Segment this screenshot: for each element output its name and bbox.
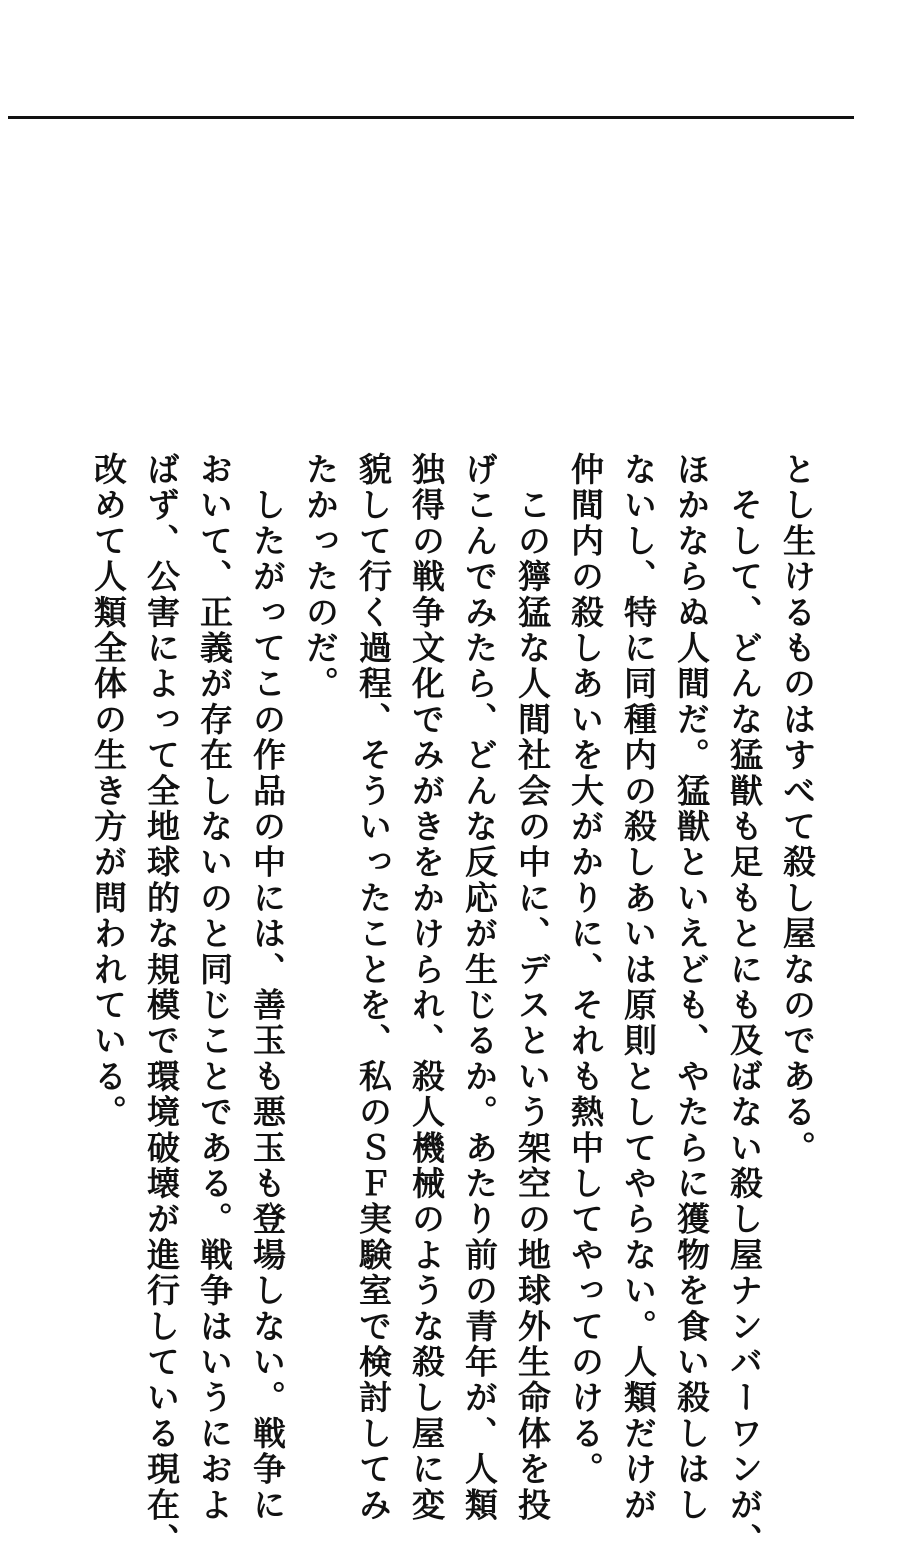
text-line: たかったのだ。: [301, 452, 340, 702]
text-line: したがってこの作品の中には、善玉も悪玉も登場しない。戦争に: [248, 452, 287, 1523]
text-line: ばず、公害によって全地球的な規模で環境破壊が進行している現在、: [142, 452, 181, 1559]
text-line: おいて、正義が存在しないのと同じことである。戦争はいうにおよ: [195, 452, 234, 1523]
text-line: ほかならぬ人間だ。猛獣といえども、やたらに獲物を食い殺しはし: [672, 452, 711, 1523]
text-line: 貌して行く過程、そういったことを、私のＳＦ実験室で検討してみ: [354, 452, 393, 1523]
text-line: 独得の戦争文化でみがきをかけられ、殺人機械のような殺し屋に変: [407, 452, 446, 1523]
body-text: [89, 452, 824, 1559]
text-line: そして、どんな猛獣も足もとにも及ばない殺し屋ナンバーワンが、: [725, 452, 764, 1559]
text-line: げこんでみたら、どんな反応が生じるか。あたり前の青年が、人類: [460, 452, 499, 1523]
text-line: この獰猛な人間社会の中に、デスという架空の地球外生命体を投: [513, 452, 552, 1523]
text-line: とし生けるものはすべて殺し屋なのである。: [778, 452, 817, 1166]
text-line: ないし、特に同種内の殺しあいは原則としてやらない。人類だけが: [619, 452, 658, 1523]
text-line: 仲間内の殺しあいを大がかりに、それも熱中してやってのける。: [566, 452, 605, 1488]
text-line: 改めて人類全体の生き方が問われている。: [89, 452, 128, 1131]
top-rule: [8, 116, 854, 119]
